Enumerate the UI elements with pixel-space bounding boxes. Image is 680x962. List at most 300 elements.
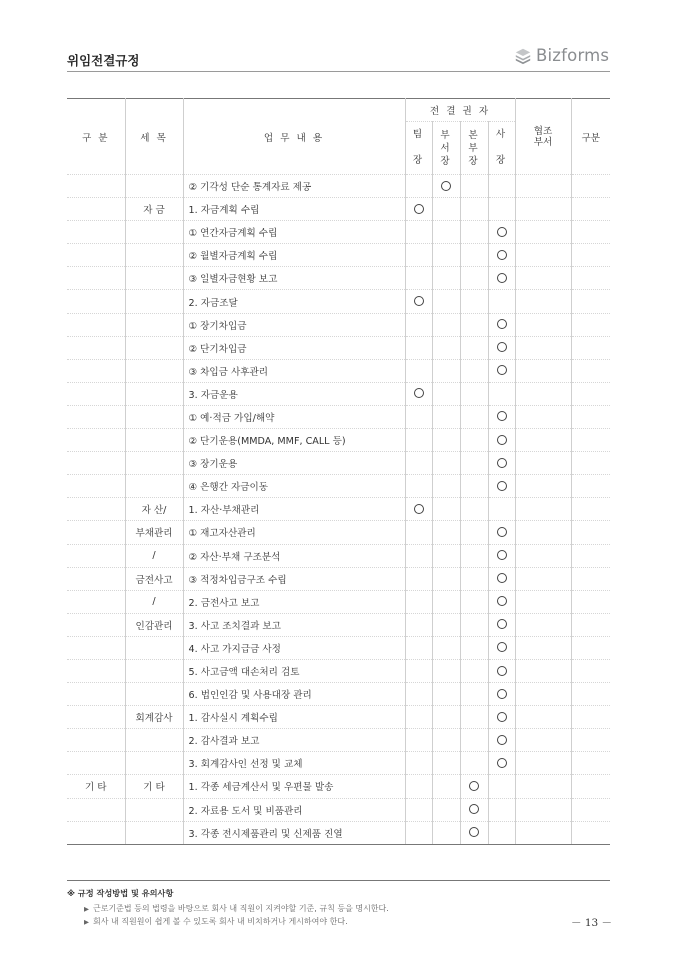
header-coop-line2: 부서 [533, 136, 553, 148]
gubun2-cell [571, 613, 610, 636]
content-cell: 3. 자금운용 [183, 382, 405, 405]
coop-cell [515, 821, 571, 844]
approval-cell [432, 821, 460, 844]
gubun-cell [67, 821, 125, 844]
table-row [67, 636, 610, 659]
approval-cell [460, 521, 488, 544]
coop-cell [515, 244, 571, 267]
table-row [67, 706, 610, 729]
approval-cell [460, 590, 488, 613]
gubun-cell [67, 659, 125, 682]
table-row [67, 729, 610, 752]
gubun-cell [67, 683, 125, 706]
gubun2-cell [571, 290, 610, 313]
approval-cell [488, 544, 515, 567]
semok-cell [125, 405, 183, 428]
content-cell: ④ 은행간 자금이동 [183, 475, 405, 498]
approval-cell [405, 313, 432, 336]
gubun2-cell [571, 244, 610, 267]
table-row [67, 613, 610, 636]
approval-circle-icon [497, 619, 507, 629]
content-cell: ② 기각성 단순 통계자료 제공 [183, 175, 405, 198]
content-cell: ② 자산·부채 구조분석 [183, 544, 405, 567]
approval-cell [460, 313, 488, 336]
content-cell: 4. 사고 가지급금 사정 [183, 636, 405, 659]
table-row [67, 429, 610, 452]
approval-circle-icon [497, 642, 507, 652]
approval-cell [460, 429, 488, 452]
header-dept-head-2: 서 [440, 142, 452, 154]
gubun-cell [67, 613, 125, 636]
approval-cell [432, 729, 460, 752]
coop-cell [515, 521, 571, 544]
header-coop-line1: 협조 [533, 125, 553, 137]
semok-cell [125, 683, 183, 706]
approval-cell [405, 336, 432, 359]
approval-circle-icon [469, 804, 479, 814]
approval-cell [460, 498, 488, 521]
content-cell: 3. 회계감사인 선정 및 교체 [183, 752, 405, 775]
approval-cell [488, 498, 515, 521]
gubun-cell [67, 244, 125, 267]
semok-cell [125, 636, 183, 659]
document-title: 위임전결규정 [67, 53, 140, 68]
approval-cell [488, 706, 515, 729]
approval-cell [488, 613, 515, 636]
content-cell: ① 장기차입금 [183, 313, 405, 336]
table-row [67, 683, 610, 706]
content-cell: ② 월별자금계획 수립 [183, 244, 405, 267]
content-cell: 2. 자료용 도서 및 비품관리 [183, 798, 405, 821]
approval-circle-icon [414, 296, 424, 306]
footnote-divider [67, 880, 610, 881]
header-gubun: 구 분 [67, 99, 125, 175]
approval-cell [432, 336, 460, 359]
content-cell: 5. 사고금액 대손처리 검토 [183, 659, 405, 682]
approval-cell [488, 175, 515, 198]
table-row [67, 244, 610, 267]
semok-cell [125, 221, 183, 244]
approval-cell [488, 359, 515, 382]
table-row [67, 590, 610, 613]
approval-cell [460, 636, 488, 659]
approval-circle-icon [497, 365, 507, 375]
gubun2-cell [571, 382, 610, 405]
approval-cell [460, 544, 488, 567]
table-row [67, 544, 610, 567]
content-cell: ① 연간자금계획 수립 [183, 221, 405, 244]
approval-cell [405, 198, 432, 221]
approval-cell [405, 613, 432, 636]
content-cell: ③ 장기운용 [183, 452, 405, 475]
gubun-cell [67, 359, 125, 382]
approval-circle-icon [497, 227, 507, 237]
approval-cell [460, 267, 488, 290]
semok-cell [125, 267, 183, 290]
approval-circle-icon [497, 758, 507, 768]
gubun2-cell [571, 706, 610, 729]
gubun-cell [67, 429, 125, 452]
table-row [67, 313, 610, 336]
approval-cell [432, 452, 460, 475]
approval-cell [488, 752, 515, 775]
bizforms-logo [514, 46, 609, 65]
approval-cell [405, 244, 432, 267]
gubun2-cell [571, 636, 610, 659]
approval-cell [460, 290, 488, 313]
approval-cell [488, 382, 515, 405]
content-cell: 1. 자금계획 수립 [183, 198, 405, 221]
approval-cell [432, 175, 460, 198]
table-row [67, 498, 610, 521]
approval-cell [488, 244, 515, 267]
gubun2-cell [571, 590, 610, 613]
table-row [67, 567, 610, 590]
semok-cell [125, 729, 183, 752]
approval-cell [405, 567, 432, 590]
approval-circle-icon [469, 781, 479, 791]
gubun-cell [67, 290, 125, 313]
gubun2-cell [571, 798, 610, 821]
gubun2-cell [571, 452, 610, 475]
table-row [67, 267, 610, 290]
approval-cell [488, 429, 515, 452]
semok-cell: / [125, 590, 183, 613]
approval-cell [460, 198, 488, 221]
page-number: － 13 － [571, 917, 613, 929]
semok-cell [125, 475, 183, 498]
semok-cell [125, 244, 183, 267]
gubun2-cell [571, 659, 610, 682]
coop-cell [515, 752, 571, 775]
semok-cell [125, 336, 183, 359]
table-row [67, 221, 610, 244]
coop-cell [515, 198, 571, 221]
approval-cell [432, 359, 460, 382]
gubun-cell [67, 313, 125, 336]
approval-cell [405, 475, 432, 498]
content-cell: ① 예·적금 가입/해약 [183, 405, 405, 428]
approval-circle-icon [497, 527, 507, 537]
approval-circle-icon [497, 666, 507, 676]
approval-cell [460, 175, 488, 198]
table-row [67, 359, 610, 382]
coop-cell [515, 475, 571, 498]
header-president-2: 장 [495, 155, 508, 166]
approval-cell [432, 590, 460, 613]
footnote-title: ※ 규정 작성방법 및 유의사항 [67, 888, 174, 898]
content-cell: 2. 금전사고 보고 [183, 590, 405, 613]
approval-cell [405, 498, 432, 521]
coop-cell [515, 659, 571, 682]
approval-cell [488, 313, 515, 336]
content-cell: ① 재고자산관리 [183, 521, 405, 544]
header-division-head [460, 122, 488, 175]
gubun-cell [67, 752, 125, 775]
gubun-cell [67, 405, 125, 428]
semok-cell [125, 752, 183, 775]
header-content: 업 무 내 용 [183, 99, 405, 175]
approval-cell [460, 683, 488, 706]
table-row [67, 336, 610, 359]
approval-circle-icon [497, 735, 507, 745]
approval-cell [432, 567, 460, 590]
gubun-cell [67, 452, 125, 475]
coop-cell [515, 405, 571, 428]
header-division-head-3: 장 [468, 155, 480, 167]
approval-circle-icon [497, 435, 507, 445]
approval-cell [405, 290, 432, 313]
logo-text: Bizforms [536, 46, 610, 65]
gubun-cell [67, 198, 125, 221]
approval-cell [432, 613, 460, 636]
coop-cell [515, 382, 571, 405]
approval-cell [488, 590, 515, 613]
approval-cell [460, 221, 488, 244]
approval-cell [488, 775, 515, 798]
footnote-line-1 [84, 903, 389, 914]
approval-cell [432, 775, 460, 798]
gubun2-cell [571, 498, 610, 521]
semok-cell: / [125, 544, 183, 567]
semok-cell [125, 313, 183, 336]
approval-cell [405, 452, 432, 475]
header-division-head-1: 본 [468, 129, 480, 141]
semok-cell: 자 산/ [125, 498, 183, 521]
approval-cell [405, 221, 432, 244]
coop-cell [515, 221, 571, 244]
table-row [67, 798, 610, 821]
approval-cell [432, 544, 460, 567]
table-row [67, 290, 610, 313]
approval-cell [405, 659, 432, 682]
approval-cell [488, 636, 515, 659]
gubun2-cell [571, 567, 610, 590]
gubun-cell [67, 590, 125, 613]
table-row [67, 659, 610, 682]
table-row [67, 521, 610, 544]
approval-cell [460, 706, 488, 729]
approval-cell [432, 752, 460, 775]
approval-circle-icon [497, 319, 507, 329]
approval-cell [432, 798, 460, 821]
header-dept-head [432, 122, 460, 175]
coop-cell [515, 775, 571, 798]
coop-cell [515, 544, 571, 567]
header-team-leader-2: 장 [412, 155, 425, 166]
gubun-cell [67, 382, 125, 405]
semok-cell: 인감관리 [125, 613, 183, 636]
approval-cell [488, 267, 515, 290]
approval-cell [405, 798, 432, 821]
coop-cell [515, 290, 571, 313]
approval-cell [488, 198, 515, 221]
coop-cell [515, 498, 571, 521]
approval-cell [488, 475, 515, 498]
footnote-text-1: 근로기준법 등의 법령을 바탕으로 회사 내 직원이 지켜야할 기준, 규칙 등을 명시한다. [93, 904, 389, 913]
gubun2-cell [571, 267, 610, 290]
semok-cell [125, 798, 183, 821]
approval-cell [460, 336, 488, 359]
gubun-cell [67, 798, 125, 821]
gubun-cell [67, 636, 125, 659]
approval-cell [460, 382, 488, 405]
approval-cell [405, 429, 432, 452]
header-coop [515, 99, 571, 175]
semok-cell [125, 175, 183, 198]
approval-cell [432, 267, 460, 290]
header-dept-head-3: 장 [440, 155, 452, 167]
footnote-line-2 [84, 916, 348, 927]
semok-cell: 부채관리 [125, 521, 183, 544]
approval-cell [460, 452, 488, 475]
semok-cell: 기 타 [125, 775, 183, 798]
approval-circle-icon [497, 596, 507, 606]
approval-cell [488, 729, 515, 752]
approval-cell [460, 613, 488, 636]
approval-cell [405, 359, 432, 382]
approval-cell [432, 659, 460, 682]
approval-cell [488, 290, 515, 313]
gubun-cell [67, 567, 125, 590]
approval-circle-icon [497, 550, 507, 560]
semok-cell [125, 821, 183, 844]
approval-cell [432, 683, 460, 706]
gubun2-cell [571, 544, 610, 567]
approval-circle-icon [497, 250, 507, 260]
header-team-leader-1: 팀 [412, 129, 425, 140]
gubun-cell [67, 267, 125, 290]
content-cell: ③ 차입금 사후관리 [183, 359, 405, 382]
gubun2-cell [571, 475, 610, 498]
approval-cell [460, 244, 488, 267]
title-divider [67, 71, 610, 72]
approval-cell [432, 382, 460, 405]
content-cell: ② 단기운용(MMDA, MMF, CALL 등) [183, 429, 405, 452]
approval-cell [405, 267, 432, 290]
approval-cell [488, 659, 515, 682]
coop-cell [515, 798, 571, 821]
gubun2-cell [571, 775, 610, 798]
gubun2-cell [571, 336, 610, 359]
approval-cell [405, 752, 432, 775]
content-cell: 3. 각종 전시제품관리 및 신제품 진열 [183, 821, 405, 844]
header-president [488, 122, 515, 175]
header-gubun2: 구분 [571, 99, 610, 175]
header-approval-group: 전 결 권 자 [405, 99, 515, 122]
content-cell: 1. 감사실시 계획수립 [183, 706, 405, 729]
approval-cell [405, 382, 432, 405]
approval-cell [488, 452, 515, 475]
approval-cell [488, 821, 515, 844]
approval-cell [488, 567, 515, 590]
semok-cell: 금전사고 [125, 567, 183, 590]
gubun2-cell [571, 198, 610, 221]
approval-cell [405, 544, 432, 567]
table-row [67, 752, 610, 775]
approval-circle-icon [414, 204, 424, 214]
approval-circle-icon [414, 388, 424, 398]
table-row [67, 382, 610, 405]
approval-cell [405, 706, 432, 729]
approval-cell [432, 290, 460, 313]
approval-circle-icon [469, 827, 479, 837]
gubun-cell [67, 175, 125, 198]
approval-cell [432, 521, 460, 544]
delegation-table [67, 98, 610, 845]
approval-circle-icon [497, 573, 507, 583]
content-cell: 2. 감사결과 보고 [183, 729, 405, 752]
approval-cell [488, 521, 515, 544]
coop-cell [515, 175, 571, 198]
coop-cell [515, 359, 571, 382]
approval-cell [460, 405, 488, 428]
approval-circle-icon [497, 411, 507, 421]
approval-cell [460, 775, 488, 798]
coop-cell [515, 452, 571, 475]
table-row [67, 198, 610, 221]
gubun-cell [67, 336, 125, 359]
approval-cell [405, 821, 432, 844]
content-cell: ② 단기차입금 [183, 336, 405, 359]
approval-cell [405, 775, 432, 798]
header-dept-head-1: 부 [440, 129, 452, 141]
coop-cell [515, 336, 571, 359]
header-president-1: 사 [495, 129, 508, 140]
triangle-bullet-icon: ▶ [84, 905, 89, 913]
gubun-cell [67, 498, 125, 521]
approval-cell [405, 405, 432, 428]
approval-cell [432, 706, 460, 729]
header-semok: 세 목 [125, 99, 183, 175]
approval-cell [432, 429, 460, 452]
approval-cell [405, 636, 432, 659]
semok-cell: 회계감사 [125, 706, 183, 729]
content-cell: ③ 일별자금현황 보고 [183, 267, 405, 290]
semok-cell [125, 382, 183, 405]
approval-cell [405, 521, 432, 544]
semok-cell [125, 452, 183, 475]
approval-cell [460, 752, 488, 775]
gubun2-cell [571, 359, 610, 382]
approval-cell [432, 221, 460, 244]
approval-cell [488, 221, 515, 244]
approval-cell [460, 729, 488, 752]
gubun-cell [67, 221, 125, 244]
approval-circle-icon [497, 458, 507, 468]
content-cell: 1. 각종 세금계산서 및 우편물 발송 [183, 775, 405, 798]
approval-cell [405, 683, 432, 706]
cube-stack-icon [514, 47, 532, 65]
header-division-head-2: 부 [468, 142, 480, 154]
approval-cell [460, 659, 488, 682]
content-cell: ③ 적정차입금구조 수립 [183, 567, 405, 590]
coop-cell [515, 729, 571, 752]
approval-cell [405, 175, 432, 198]
gubun2-cell [571, 521, 610, 544]
gubun2-cell [571, 821, 610, 844]
gubun2-cell [571, 729, 610, 752]
header-team-leader [405, 122, 432, 175]
approval-cell [488, 683, 515, 706]
approval-cell [432, 636, 460, 659]
gubun2-cell [571, 405, 610, 428]
table-row [67, 475, 610, 498]
approval-cell [405, 729, 432, 752]
semok-cell [125, 359, 183, 382]
approval-circle-icon [441, 181, 451, 191]
table-row [67, 452, 610, 475]
